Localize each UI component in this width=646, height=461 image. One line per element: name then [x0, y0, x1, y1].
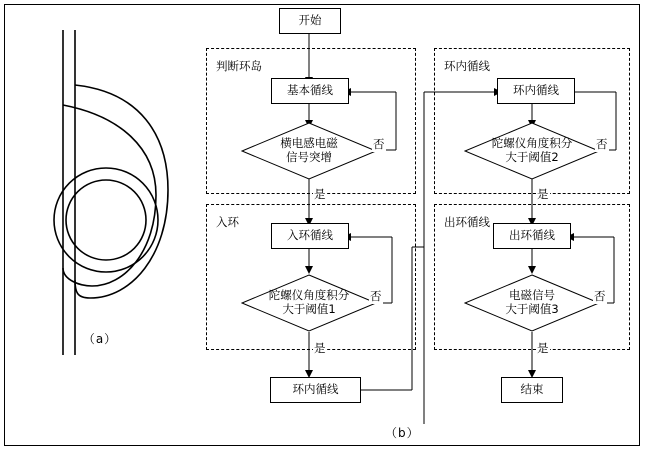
edge-label-no-4: 否: [594, 289, 606, 303]
node-in-ring-line-top-box-label: 环内循线: [513, 83, 559, 98]
decision-gyro-threshold-2-line1: 陀螺仪角度积分: [491, 136, 573, 151]
node-in-ring-line-top-box[interactable]: [497, 78, 575, 104]
decision-gyro-threshold-1-line2: 大于阈值1: [282, 302, 336, 316]
node-end[interactable]: [501, 377, 563, 403]
decision-cross-inductor-line2: 信号突增: [286, 150, 332, 164]
flowchart: [196, 4, 640, 454]
group-judge-roundabout-label: 判断环岛: [216, 59, 262, 73]
edge-label-yes-2: 是: [537, 187, 549, 201]
node-in-ring-line[interactable]: [270, 377, 361, 403]
node-exit-ring-line-label: 出环循线: [509, 228, 555, 243]
edge-label-yes-3: 是: [314, 341, 326, 355]
decision-cross-inductor[interactable]: [241, 122, 377, 180]
group-in-ring-loop-label: 环内循线: [444, 59, 490, 73]
edge-label-yes-4: 是: [537, 341, 549, 355]
flow-connectors: [196, 4, 640, 454]
decision-gyro-threshold-2-line2: 大于阈值2: [505, 150, 559, 164]
decision-em-threshold-3-line1: 电磁信号: [509, 288, 555, 303]
group-enter-ring-label: 入环: [216, 215, 239, 229]
decision-em-threshold-3[interactable]: [464, 274, 600, 332]
decision-gyro-threshold-1[interactable]: [241, 274, 377, 332]
decision-cross-inductor-line1: 横电感电磁: [280, 136, 338, 151]
edge-label-no-3: 否: [370, 289, 382, 303]
edge-label-yes-1: 是: [314, 187, 326, 201]
caption-b: （b）: [385, 426, 420, 440]
node-enter-ring-line-label: 入环循线: [287, 228, 333, 243]
decision-em-threshold-3-line2: 大于阈值3: [505, 302, 559, 316]
edge-label-no-2: 否: [596, 137, 608, 151]
node-end-label: 结束: [520, 382, 544, 397]
caption-a: （a）: [82, 332, 118, 346]
node-start[interactable]: [279, 8, 341, 34]
decision-gyro-threshold-2[interactable]: [464, 122, 600, 180]
edge-label-no-1: 否: [373, 137, 385, 151]
node-basic-line[interactable]: [271, 78, 349, 104]
node-in-ring-line-label: 环内循线: [292, 382, 339, 397]
node-enter-ring-line[interactable]: [271, 223, 349, 249]
decision-gyro-threshold-1-line1: 陀螺仪角度积分: [268, 288, 350, 303]
group-exit-ring-loop-label: 出环循线: [444, 215, 490, 229]
node-start-label: 开始: [298, 13, 322, 28]
node-basic-line-label: 基本循线: [287, 83, 333, 98]
node-exit-ring-line[interactable]: [493, 223, 571, 249]
